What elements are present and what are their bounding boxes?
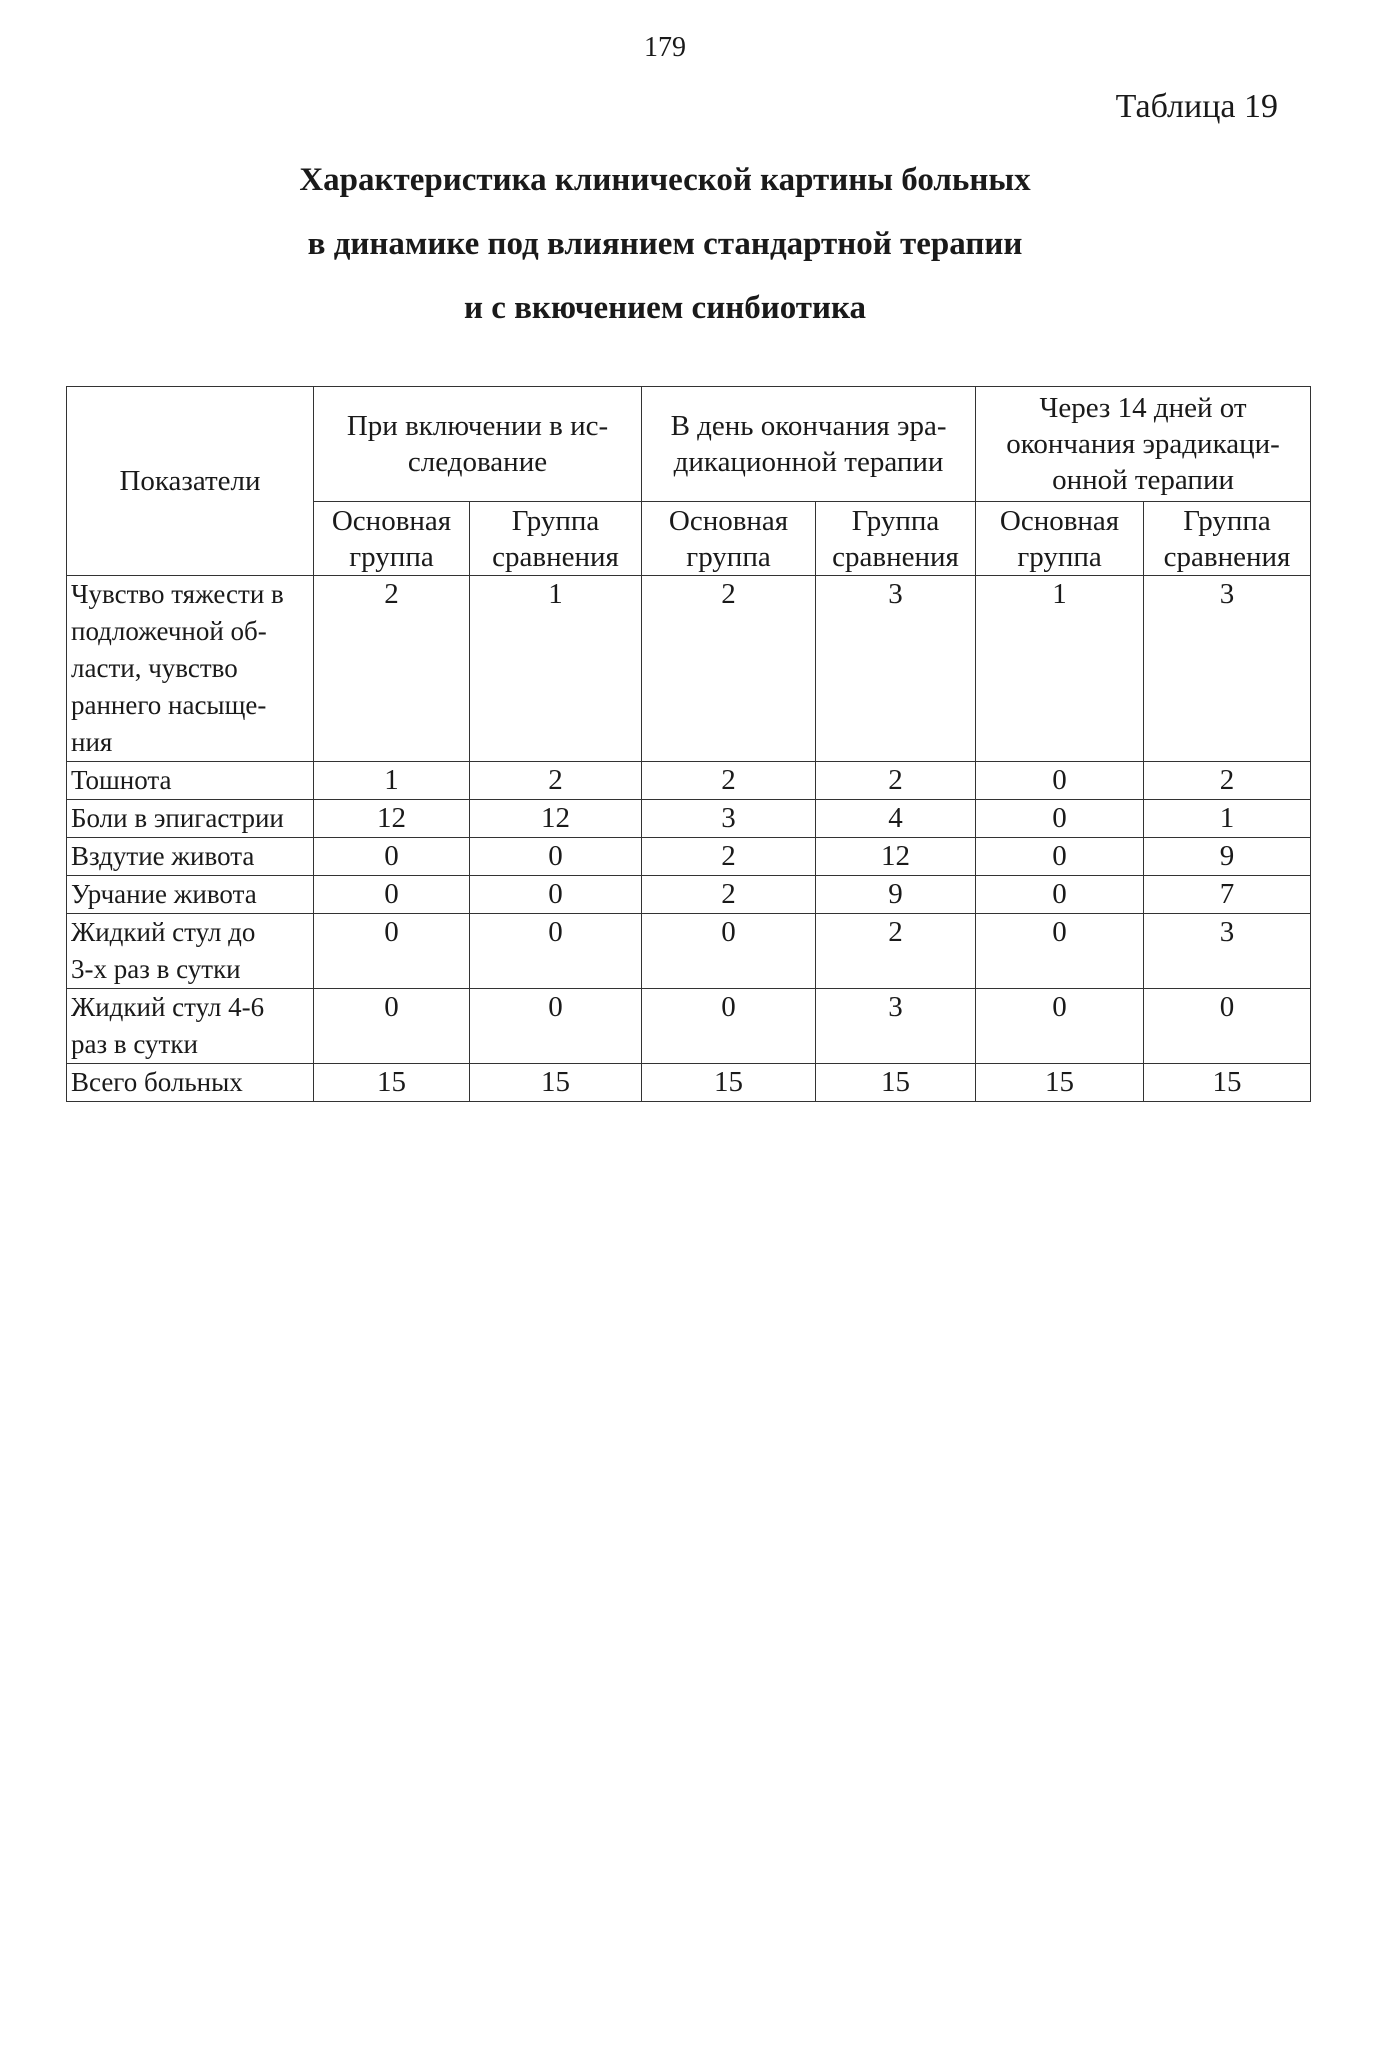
subgroup-header: Основная группа (314, 502, 470, 576)
group-header-enrollment: При включении в ис- следование (314, 387, 642, 502)
cell-value: 2 (1144, 762, 1311, 800)
cell-value: 0 (470, 838, 642, 876)
cell-value: 3 (816, 576, 976, 762)
cell-value: 1 (1144, 800, 1311, 838)
table-row (67, 876, 1311, 914)
cell-value: 0 (470, 914, 642, 989)
cell-value: 0 (314, 838, 470, 876)
group-header-14-days: Через 14 дней от окончания эрадикаци- онной терапии (976, 387, 1311, 502)
cell-value: 3 (816, 989, 976, 1064)
row-label: Вздутие живота (67, 838, 314, 876)
cell-value: 7 (1144, 876, 1311, 914)
cell-value: 0 (314, 876, 470, 914)
cell-value: 0 (976, 876, 1144, 914)
cell-value: 12 (314, 800, 470, 838)
cell-value: 0 (470, 989, 642, 1064)
title-line: в динамике под влиянием стандартной терапии (307, 226, 1023, 262)
title-line: Характеристика клинической картины больных (299, 162, 1031, 198)
cell-value: 1 (976, 576, 1144, 762)
clinical-data-table (66, 386, 1311, 1102)
cell-value: 9 (816, 876, 976, 914)
subgroup-header: Группа сравнения (1144, 502, 1311, 576)
cell-value: 0 (642, 989, 816, 1064)
table-row (67, 1064, 1311, 1102)
page-number: 179 (644, 32, 686, 63)
table-row (67, 762, 1311, 800)
cell-value: 0 (976, 838, 1144, 876)
cell-value: 12 (816, 838, 976, 876)
cell-value: 4 (816, 800, 976, 838)
cell-value: 0 (1144, 989, 1311, 1064)
cell-value: 2 (816, 762, 976, 800)
cell-value: 15 (470, 1064, 642, 1102)
row-label: Жидкий стул до 3-х раз в сутки (67, 914, 314, 989)
cell-value: 2 (642, 838, 816, 876)
cell-value: 15 (314, 1064, 470, 1102)
row-label: Боли в эпигастрии (67, 800, 314, 838)
table-row (67, 838, 1311, 876)
table-row (67, 914, 1311, 989)
cell-value: 0 (642, 914, 816, 989)
row-label: Жидкий стул 4-6 раз в сутки (67, 989, 314, 1064)
subgroup-header: Основная группа (642, 502, 816, 576)
cell-value: 15 (1144, 1064, 1311, 1102)
cell-value: 3 (642, 800, 816, 838)
cell-value: 15 (976, 1064, 1144, 1102)
cell-value: 15 (816, 1064, 976, 1102)
cell-value: 0 (976, 989, 1144, 1064)
table-label: Таблица 19 (1115, 88, 1278, 125)
cell-value: 0 (976, 800, 1144, 838)
row-label: Всего больных (67, 1064, 314, 1102)
cell-value: 0 (314, 914, 470, 989)
cell-value: 9 (1144, 838, 1311, 876)
header-row (67, 387, 1311, 502)
cell-value: 1 (470, 576, 642, 762)
cell-value: 2 (642, 762, 816, 800)
cell-value: 1 (314, 762, 470, 800)
param-header: Показатели (67, 387, 314, 576)
cell-value: 0 (976, 914, 1144, 989)
table-row (67, 576, 1311, 762)
cell-value: 2 (642, 876, 816, 914)
title-line: и с вкючением синбиотика (463, 290, 867, 326)
row-label: Урчание живота (67, 876, 314, 914)
cell-value: 2 (470, 762, 642, 800)
row-label: Чувство тяжести в подложечной об- ласти, чувство раннего насыще- ния (67, 576, 314, 762)
table-title (0, 148, 1330, 340)
cell-value: 15 (642, 1064, 816, 1102)
cell-value: 0 (976, 762, 1144, 800)
cell-value: 2 (642, 576, 816, 762)
cell-value: 0 (314, 989, 470, 1064)
table-row (67, 989, 1311, 1064)
cell-value: 0 (470, 876, 642, 914)
subgroup-header: Основная группа (976, 502, 1144, 576)
row-label: Тошнота (67, 762, 314, 800)
group-header-end-eradication: В день окончания эра- дикационной терапии (642, 387, 976, 502)
subgroup-header: Группа сравнения (470, 502, 642, 576)
cell-value: 3 (1144, 914, 1311, 989)
cell-value: 3 (1144, 576, 1311, 762)
table-row (67, 800, 1311, 838)
cell-value: 2 (816, 914, 976, 989)
cell-value: 2 (314, 576, 470, 762)
table-body (67, 576, 1311, 1102)
cell-value: 12 (470, 800, 642, 838)
subgroup-header: Группа сравнения (816, 502, 976, 576)
